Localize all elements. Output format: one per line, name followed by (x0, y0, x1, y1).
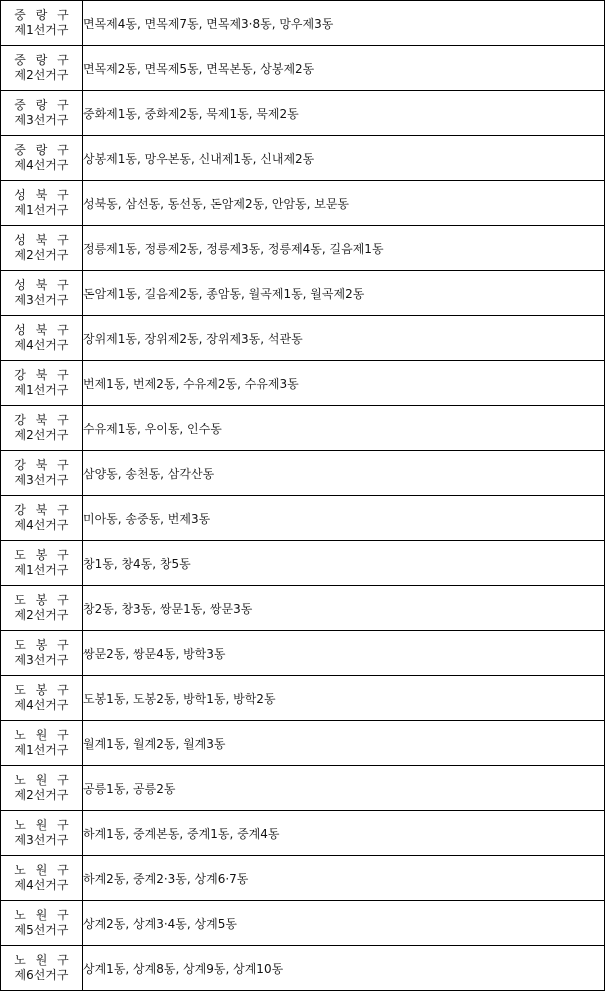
electoral-district-label: 제1선거구 (14, 23, 69, 37)
district-name-cell (1, 811, 83, 856)
table-row (1, 181, 605, 226)
electoral-district-label: 제3선거구 (14, 653, 69, 667)
table-row (1, 946, 605, 991)
district-name-cell (1, 496, 83, 541)
district-name-cell (1, 1, 83, 46)
gu-name: 도 봉 구 (14, 638, 72, 652)
dong-list-cell: 면목제2동, 면목제5동, 면목본동, 상봉제2동 (83, 46, 605, 91)
dong-list-cell: 도봉1동, 도봉2동, 방학1동, 방학2동 (83, 676, 605, 721)
gu-name: 노 원 구 (14, 728, 72, 742)
dong-list-cell: 장위제1동, 장위제2동, 장위제3동, 석관동 (83, 316, 605, 361)
table-row (1, 676, 605, 721)
dong-list-cell: 하계2동, 중계2·3동, 상계6·7동 (83, 856, 605, 901)
table-row (1, 901, 605, 946)
electoral-district-label: 제4선거구 (14, 338, 69, 352)
table-row (1, 721, 605, 766)
dong-list-cell: 성북동, 삼선동, 동선동, 돈암제2동, 안암동, 보문동 (83, 181, 605, 226)
gu-name: 노 원 구 (14, 953, 72, 967)
gu-name: 성 북 구 (14, 188, 72, 202)
gu-name: 도 봉 구 (14, 593, 72, 607)
district-name-cell (1, 676, 83, 721)
dong-list-cell: 상봉제1동, 망우본동, 신내제1동, 신내제2동 (83, 136, 605, 181)
electoral-district-label: 제3선거구 (14, 473, 69, 487)
district-name-cell (1, 361, 83, 406)
district-name-cell (1, 46, 83, 91)
gu-name: 강 북 구 (14, 503, 72, 517)
district-table-body (1, 1, 605, 991)
gu-name: 중 랑 구 (14, 98, 72, 112)
gu-name: 강 북 구 (14, 458, 72, 472)
table-row (1, 811, 605, 856)
dong-list-cell: 미아동, 송중동, 번제3동 (83, 496, 605, 541)
gu-name: 노 원 구 (14, 863, 72, 877)
gu-name: 성 북 구 (14, 278, 72, 292)
electoral-district-label: 제2선거구 (14, 68, 69, 82)
table-row (1, 766, 605, 811)
dong-list-cell: 번제1동, 번제2동, 수유제2동, 수유제3동 (83, 361, 605, 406)
electoral-district-label: 제1선거구 (14, 383, 69, 397)
table-row (1, 496, 605, 541)
dong-list-cell: 창1동, 창4동, 창5동 (83, 541, 605, 586)
district-name-cell (1, 631, 83, 676)
dong-list-cell: 상계1동, 상계8동, 상계9동, 상계10동 (83, 946, 605, 991)
electoral-district-label: 제3선거구 (14, 113, 69, 127)
district-name-cell (1, 181, 83, 226)
gu-name: 노 원 구 (14, 773, 72, 787)
electoral-district-label: 제4선거구 (14, 878, 69, 892)
electoral-district-label: 제1선거구 (14, 563, 69, 577)
district-name-cell (1, 946, 83, 991)
dong-list-cell: 창2동, 창3동, 쌍문1동, 쌍문3동 (83, 586, 605, 631)
gu-name: 강 북 구 (14, 413, 72, 427)
gu-name: 성 북 구 (14, 323, 72, 337)
gu-name: 강 북 구 (14, 368, 72, 382)
table-row (1, 541, 605, 586)
gu-name: 중 랑 구 (14, 53, 72, 67)
district-name-cell (1, 271, 83, 316)
district-name-cell (1, 226, 83, 271)
gu-name: 중 랑 구 (14, 143, 72, 157)
electoral-district-label: 제4선거구 (14, 158, 69, 172)
electoral-district-label: 제3선거구 (14, 293, 69, 307)
district-name-cell (1, 856, 83, 901)
gu-name: 노 원 구 (14, 818, 72, 832)
dong-list-cell: 월계1동, 월계2동, 월계3동 (83, 721, 605, 766)
table-row (1, 91, 605, 136)
electoral-district-label: 제2선거구 (14, 428, 69, 442)
gu-name: 성 북 구 (14, 233, 72, 247)
table-row (1, 586, 605, 631)
table-row (1, 406, 605, 451)
district-name-cell (1, 316, 83, 361)
district-name-cell (1, 136, 83, 181)
dong-list-cell: 상계2동, 상계3·4동, 상계5동 (83, 901, 605, 946)
district-name-cell (1, 541, 83, 586)
district-name-cell (1, 406, 83, 451)
district-name-cell (1, 721, 83, 766)
table-row (1, 451, 605, 496)
district-name-cell (1, 766, 83, 811)
table-row (1, 46, 605, 91)
table-row (1, 1, 605, 46)
dong-list-cell: 공릉1동, 공릉2동 (83, 766, 605, 811)
electoral-district-label: 제1선거구 (14, 743, 69, 757)
district-name-cell (1, 901, 83, 946)
electoral-district-label: 제2선거구 (14, 788, 69, 802)
electoral-district-label: 제6선거구 (14, 968, 69, 982)
electoral-district-label: 제2선거구 (14, 608, 69, 622)
dong-list-cell: 돈암제1동, 길음제2동, 종암동, 월곡제1동, 월곡제2동 (83, 271, 605, 316)
electoral-district-label: 제5선거구 (14, 923, 69, 937)
electoral-district-label: 제4선거구 (14, 518, 69, 532)
dong-list-cell: 삼양동, 송천동, 삼각산동 (83, 451, 605, 496)
table-row (1, 631, 605, 676)
district-name-cell (1, 451, 83, 496)
gu-name: 중 랑 구 (14, 8, 72, 22)
dong-list-cell: 수유제1동, 우이동, 인수동 (83, 406, 605, 451)
table-row (1, 856, 605, 901)
gu-name: 도 봉 구 (14, 548, 72, 562)
table-row (1, 226, 605, 271)
table-row (1, 136, 605, 181)
electoral-district-label: 제4선거구 (14, 698, 69, 712)
table-row (1, 361, 605, 406)
gu-name: 도 봉 구 (14, 683, 72, 697)
gu-name: 노 원 구 (14, 908, 72, 922)
dong-list-cell: 중화제1동, 중화제2동, 묵제1동, 묵제2동 (83, 91, 605, 136)
dong-list-cell: 정릉제1동, 정릉제2동, 정릉제3동, 정릉제4동, 길음제1동 (83, 226, 605, 271)
dong-list-cell: 하계1동, 중계본동, 중계1동, 중계4동 (83, 811, 605, 856)
electoral-district-label: 제2선거구 (14, 248, 69, 262)
dong-list-cell: 면목제4동, 면목제7동, 면목제3·8동, 망우제3동 (83, 1, 605, 46)
district-name-cell (1, 586, 83, 631)
electoral-district-label: 제3선거구 (14, 833, 69, 847)
table-row (1, 316, 605, 361)
table-row (1, 271, 605, 316)
district-name-cell (1, 91, 83, 136)
electoral-district-label: 제1선거구 (14, 203, 69, 217)
dong-list-cell: 쌍문2동, 쌍문4동, 방학3동 (83, 631, 605, 676)
